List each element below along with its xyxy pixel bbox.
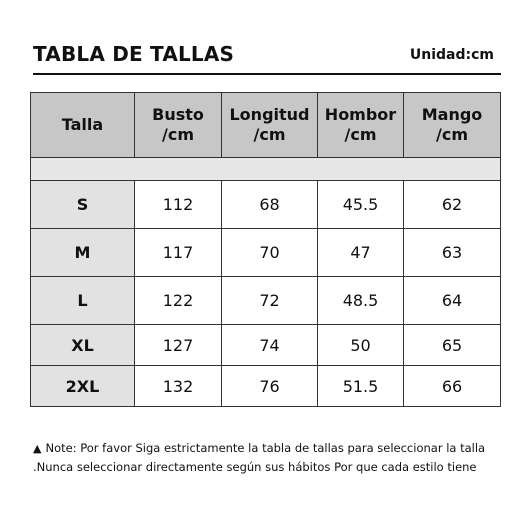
- busto-cell: 127: [135, 325, 222, 366]
- column-header-talla: Talla: [31, 93, 135, 158]
- size-cell: XL: [31, 325, 135, 366]
- hombor-cell: 48.5: [318, 277, 404, 325]
- busto-cell: 117: [135, 229, 222, 277]
- longitud-cell: 70: [222, 229, 318, 277]
- mango-cell: 63: [404, 229, 501, 277]
- triangle-icon: ▲: [33, 442, 42, 455]
- hombor-cell: 47: [318, 229, 404, 277]
- size-cell: S: [31, 181, 135, 229]
- spacer-row: [31, 158, 501, 181]
- longitud-cell: 74: [222, 325, 318, 366]
- size-cell: L: [31, 277, 135, 325]
- size-note: [33, 439, 503, 476]
- hombor-cell: 51.5: [318, 366, 404, 407]
- column-header-longitud: Longitud /cm: [222, 93, 318, 158]
- size-cell: 2XL: [31, 366, 135, 407]
- longitud-cell: 76: [222, 366, 318, 407]
- table-row: [31, 181, 501, 229]
- hombor-cell: 45.5: [318, 181, 404, 229]
- longitud-cell: 68: [222, 181, 318, 229]
- header: [33, 42, 494, 73]
- busto-cell: 112: [135, 181, 222, 229]
- column-header-hombor: Hombor /cm: [318, 93, 404, 158]
- column-header-mango: Mango /cm: [404, 93, 501, 158]
- page-title: TABLA DE TALLAS: [33, 42, 235, 66]
- table-header-row: [31, 93, 501, 158]
- longitud-cell: 72: [222, 277, 318, 325]
- note-line-2: .Nunca seleccionar directamente según sus hábitos Por que cada estilo tiene: [33, 460, 477, 474]
- table-row: [31, 366, 501, 407]
- note-line-1: ▲ Note: Por favor Siga estrictamente la tabla de tallas para seleccionar la talla: [33, 441, 486, 455]
- title-divider: [33, 73, 501, 75]
- unit-label: Unidad:cm: [409, 47, 494, 63]
- mango-cell: 64: [404, 277, 501, 325]
- column-header-busto: Busto /cm: [135, 93, 222, 158]
- size-table: [30, 92, 501, 407]
- spacer-cell: [31, 158, 501, 181]
- mango-cell: 65: [404, 325, 501, 366]
- table-row: [31, 325, 501, 366]
- mango-cell: 66: [404, 366, 501, 407]
- table-row: [31, 277, 501, 325]
- busto-cell: 122: [135, 277, 222, 325]
- hombor-cell: 50: [318, 325, 404, 366]
- table-row: [31, 229, 501, 277]
- busto-cell: 132: [135, 366, 222, 407]
- size-cell: M: [31, 229, 135, 277]
- mango-cell: 62: [404, 181, 501, 229]
